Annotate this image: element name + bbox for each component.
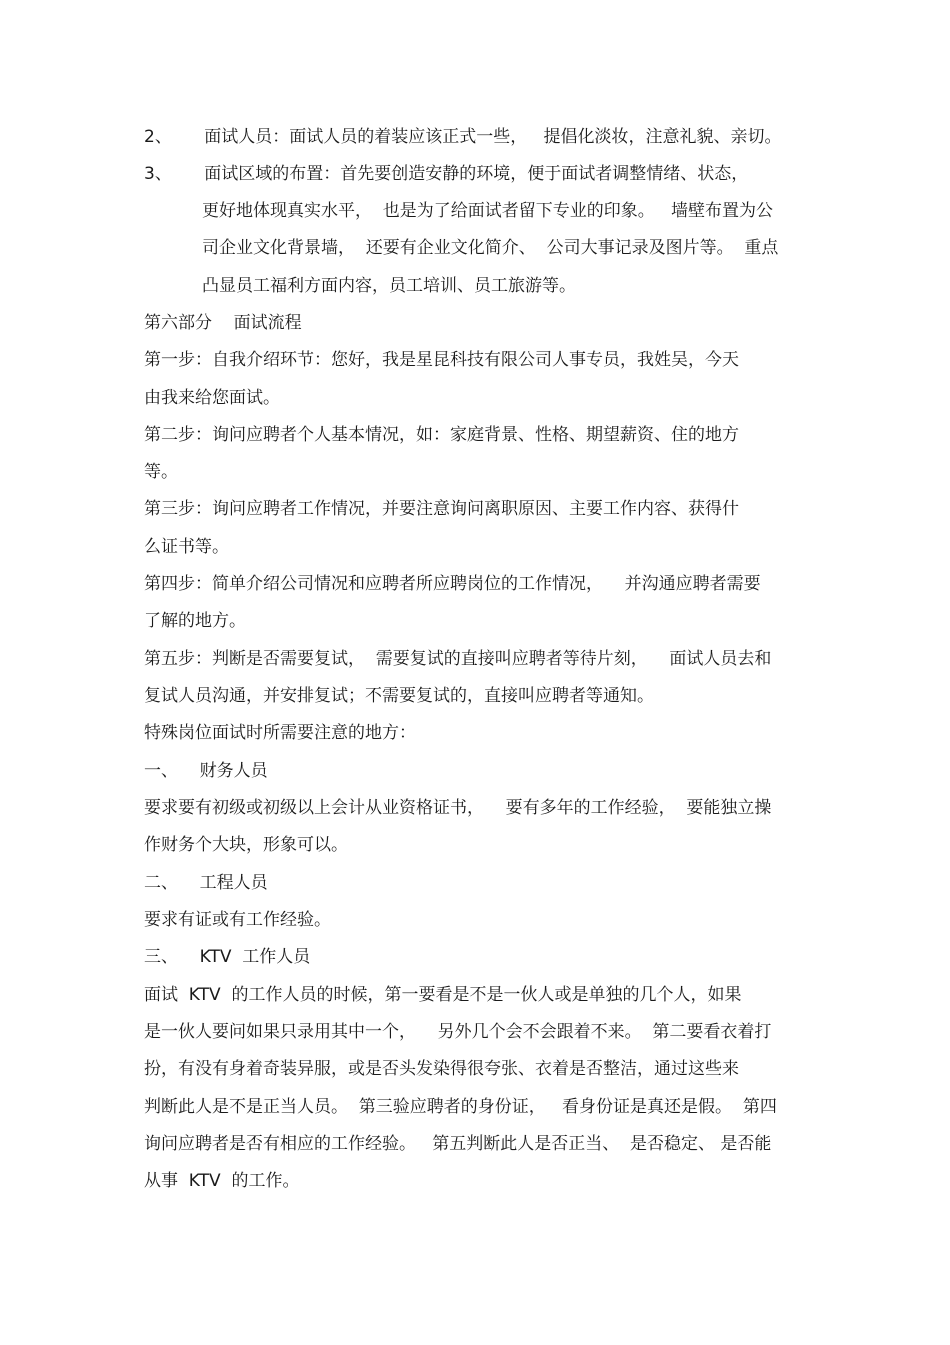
text-line: 等。 (144, 462, 178, 482)
text-line: 么证书等。 (144, 537, 229, 557)
list-heading: 一、 财务人员 (144, 761, 268, 781)
section-heading: 特殊岗位面试时所需要注意的地方： (144, 723, 416, 743)
text-line: 第四步：简单介绍公司情况和应聘者所应聘岗位的工作情况， 并沟通应聘者需要 (144, 574, 761, 594)
text-line: 判断此人是不是正当人员。 第三验应聘者的身份证， 看身份证是真还是假。 第四 (144, 1097, 777, 1117)
text-line: 复试人员沟通，并安排复试；不需要复试的，直接叫应聘者等通知。 (144, 686, 654, 706)
list-heading: 二、 工程人员 (144, 873, 268, 893)
text-line: 由我来给您面试。 (144, 388, 280, 408)
text-line: 是一伙人要问如果只录用其中一个， 另外几个会不会跟着不来。 第二要看衣着打 (144, 1022, 772, 1042)
text-line: 要求有证或有工作经验。 (144, 910, 331, 930)
text-line: 第二步：询问应聘者个人基本情况，如：家庭背景、性格、期望薪资、住的地方 (144, 425, 739, 445)
text-line: 第一步：自我介绍环节：您好，我是星昆科技有限公司人事专员，我姓吴，今天 (144, 350, 739, 370)
text-line: 更好地体现真实水平， 也是为了给面试者留下专业的印象。 墙壁布置为公 (202, 201, 774, 221)
section-heading: 第六部分 面试流程 (144, 313, 302, 333)
text-line: 扮，有没有身着奇装异服，或是否头发染得很夸张、衣着是否整洁，通过这些来 (144, 1059, 739, 1079)
text-line: 2、 面试人员：面试人员的着装应该正式一些， 提倡化淡妆，注意礼貌、亲切。 (144, 127, 782, 147)
text-line: 第五步：判断是否需要复试， 需要复试的直接叫应聘者等待片刻， 面试人员去和 (144, 649, 772, 669)
text-line: 从事 KTV 的工作。 (144, 1171, 300, 1191)
text-line: 面试 KTV 的工作人员的时候，第一要看是不是一伙人或是单独的几个人，如果 (144, 985, 742, 1005)
text-line: 询问应聘者是否有相应的工作经验。 第五判断此人是否正当、 是否稳定、 是否能 (144, 1134, 772, 1154)
text-line: 凸显员工福利方面内容，员工培训、员工旅游等。 (202, 276, 576, 296)
text-line: 司企业文化背景墙， 还要有企业文化简介、 公司大事记录及图片等。 重点 (202, 238, 779, 258)
text-line: 3、 面试区域的布置：首先要创造安静的环境，便于面试者调整情绪、状态， (144, 164, 749, 184)
text-line: 作财务个大块，形象可以。 (144, 835, 348, 855)
list-heading: 三、 KTV 工作人员 (144, 947, 311, 967)
text-line: 了解的地方。 (144, 611, 246, 631)
text-line: 第三步：询问应聘者工作情况，并要注意询问离职原因、主要工作内容、获得什 (144, 499, 739, 519)
text-line: 要求要有初级或初级以上会计从业资格证书， 要有多年的工作经验， 要能独立操 (144, 798, 772, 818)
